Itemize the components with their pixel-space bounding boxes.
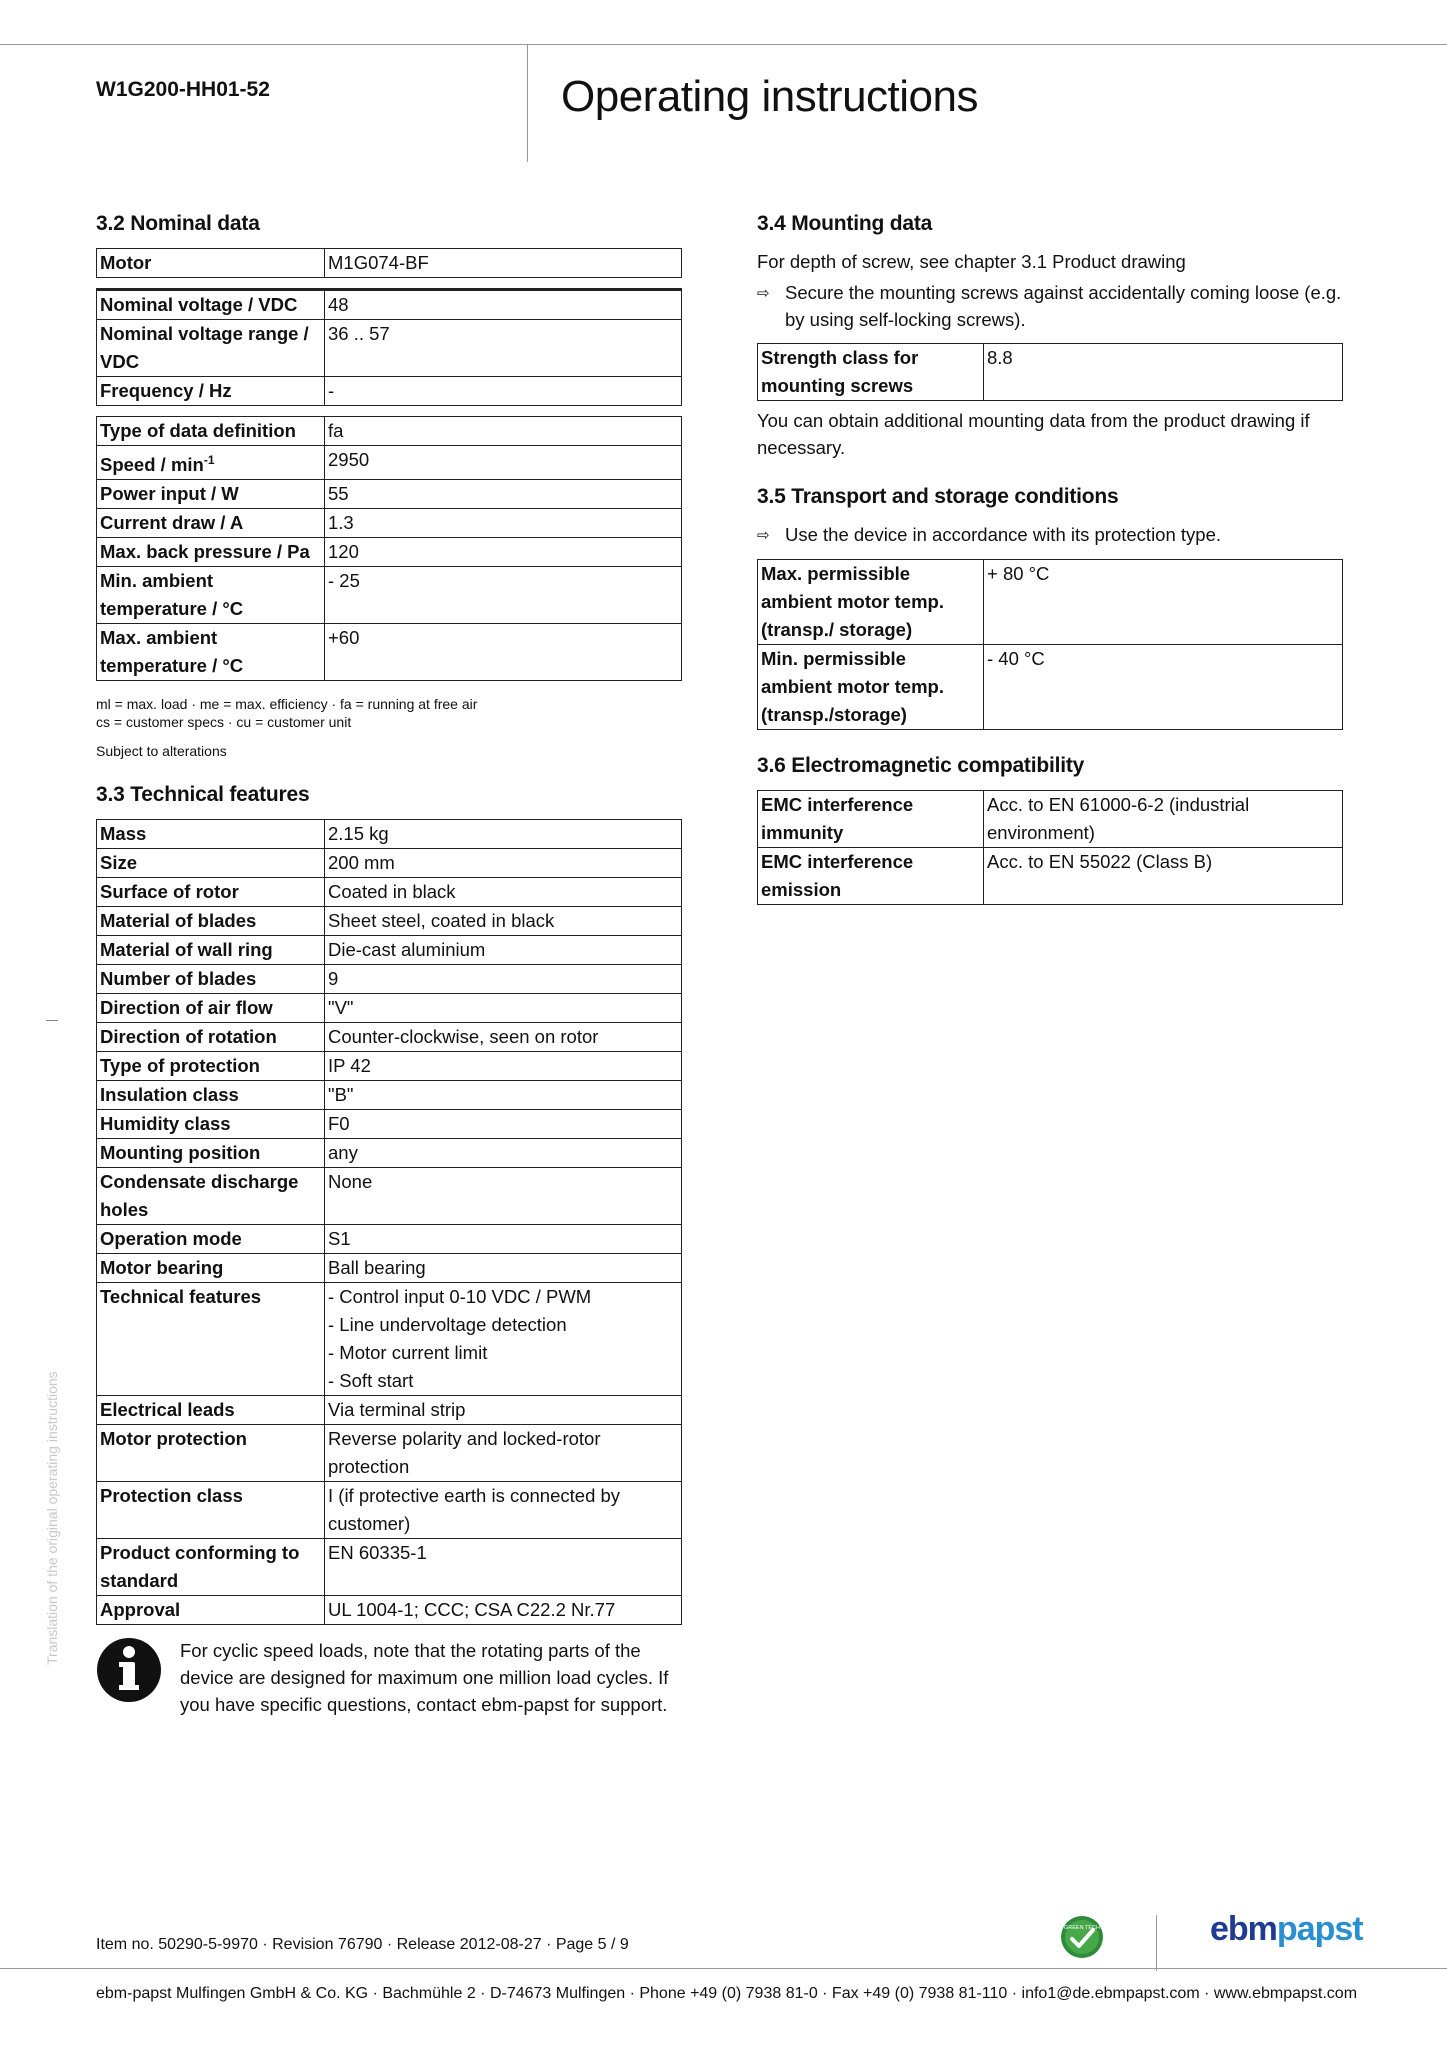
- legend-line-1: ml = max. load · me = max. efficiency · fa = running at free air: [96, 696, 478, 713]
- table-row: [758, 791, 1343, 848]
- row-value: +60: [325, 624, 682, 681]
- row-key: EMC interference emission: [758, 848, 984, 905]
- table-row: [758, 848, 1343, 905]
- mounting-data-heading: 3.4 Mounting data: [757, 212, 933, 235]
- row-key: Electrical leads: [97, 1396, 325, 1425]
- arrow-icon: ⇨: [757, 285, 770, 302]
- row-value: 2.15 kg: [325, 820, 682, 849]
- row-value: - Control input 0-10 VDC / PWM - Line undervoltage detection - Motor current limit - Soft start: [325, 1283, 682, 1396]
- legend: [96, 695, 684, 731]
- row-value: fa: [325, 417, 682, 446]
- motor-table: [96, 248, 682, 278]
- table-row: [97, 1596, 682, 1625]
- row-value: "B": [325, 1081, 682, 1110]
- row-key-superscript: -1: [203, 453, 215, 467]
- emc-heading: 3.6 Electromagnetic compatibility: [757, 754, 1085, 777]
- footer-rule: [0, 1968, 1447, 1969]
- margin-mark: [46, 1020, 58, 1021]
- row-key: Motor bearing: [97, 1254, 325, 1283]
- row-key: Nominal voltage range / VDC: [97, 320, 325, 377]
- row-key: Humidity class: [97, 1110, 325, 1139]
- row-key: Mass: [97, 820, 325, 849]
- table-row: [97, 1254, 682, 1283]
- row-key: Type of data definition: [97, 417, 325, 446]
- voltage-table: [96, 288, 682, 406]
- row-key-text: Speed / min: [100, 454, 204, 476]
- table-row: [97, 320, 682, 377]
- row-key: Insulation class: [97, 1081, 325, 1110]
- nominal-data-table: [96, 416, 682, 681]
- row-key: Protection class: [97, 1482, 325, 1539]
- row-value: S1: [325, 1225, 682, 1254]
- mounting-bullet: [757, 279, 1345, 333]
- row-value: Reverse polarity and locked-rotor protection: [325, 1425, 682, 1482]
- table-row: [97, 567, 682, 624]
- transport-bullet: [757, 521, 1345, 549]
- row-key: Max. back pressure / Pa: [97, 538, 325, 567]
- row-value: 1.3: [325, 509, 682, 538]
- table-row: [758, 645, 1343, 730]
- row-key: Type of protection: [97, 1052, 325, 1081]
- info-note: [96, 1637, 684, 1718]
- table-row: [97, 377, 682, 406]
- table-row: [97, 849, 682, 878]
- row-value: Coated in black: [325, 878, 682, 907]
- row-key: Size: [97, 849, 325, 878]
- row-value: None: [325, 1168, 682, 1225]
- model-number: W1G200-HH01-52: [96, 78, 270, 101]
- row-key: Direction of air flow: [97, 994, 325, 1023]
- technical-features-table: [96, 819, 682, 1625]
- table-row: [97, 994, 682, 1023]
- row-value: + 80 °C: [984, 560, 1343, 645]
- emc-table: [757, 790, 1343, 905]
- row-value: EN 60335-1: [325, 1539, 682, 1596]
- row-key: Mounting position: [97, 1139, 325, 1168]
- table-row: [97, 907, 682, 936]
- table-row: [97, 1023, 682, 1052]
- nominal-data-heading: 3.2 Nominal data: [96, 212, 260, 235]
- row-key: Nominal voltage / VDC: [97, 290, 325, 320]
- row-key: Power input / W: [97, 480, 325, 509]
- table-row: [97, 1539, 682, 1596]
- table-row: [97, 1482, 682, 1539]
- table-row: [97, 878, 682, 907]
- table-row: [758, 344, 1343, 401]
- table-row: [97, 1396, 682, 1425]
- row-key: Material of wall ring: [97, 936, 325, 965]
- row-key: Motor: [97, 249, 325, 278]
- header-divider: [527, 44, 528, 162]
- translation-note: Translation of the original operating instructions: [44, 1371, 60, 1665]
- row-value: UL 1004-1; CCC; CSA C22.2 Nr.77: [325, 1596, 682, 1625]
- table-row: [758, 560, 1343, 645]
- footer-item-info: Item no. 50290-5-9970 · Revision 76790 · Release 2012-08-27 · Page 5 / 9: [96, 1936, 629, 1953]
- row-value: 48: [325, 290, 682, 320]
- row-key: Max. ambient temperature / °C: [97, 624, 325, 681]
- row-key: Current draw / A: [97, 509, 325, 538]
- page-title: Operating instructions: [561, 72, 978, 121]
- row-value: Sheet steel, coated in black: [325, 907, 682, 936]
- row-key: Surface of rotor: [97, 878, 325, 907]
- table-row: [97, 1139, 682, 1168]
- table-row: [97, 1110, 682, 1139]
- ebmpapst-logo: ebmpapst: [1210, 1910, 1363, 1948]
- row-value: any: [325, 1139, 682, 1168]
- row-key: Direction of rotation: [97, 1023, 325, 1052]
- table-row: [97, 446, 682, 480]
- header-rule: [0, 44, 1447, 45]
- row-key: Material of blades: [97, 907, 325, 936]
- mounting-bullet-text: Secure the mounting screws against accidentally coming loose (e.g. by using self-locking screws).: [785, 282, 1342, 330]
- row-value: "V": [325, 994, 682, 1023]
- row-value: Acc. to EN 55022 (Class B): [984, 848, 1343, 905]
- row-key: Strength class for mounting screws: [758, 344, 984, 401]
- row-value: IP 42: [325, 1052, 682, 1081]
- row-key: [97, 446, 325, 480]
- row-value: 9: [325, 965, 682, 994]
- table-row: [97, 538, 682, 567]
- row-value: 200 mm: [325, 849, 682, 878]
- table-row: [97, 820, 682, 849]
- row-key: Technical features: [97, 1283, 325, 1396]
- row-key: EMC interference immunity: [758, 791, 984, 848]
- table-row: [97, 417, 682, 446]
- row-key: Operation mode: [97, 1225, 325, 1254]
- row-key: Frequency / Hz: [97, 377, 325, 406]
- table-row: [97, 480, 682, 509]
- row-key: Product conforming to standard: [97, 1539, 325, 1596]
- row-value: 36 .. 57: [325, 320, 682, 377]
- arrow-icon: ⇨: [757, 527, 770, 544]
- info-icon: [96, 1637, 180, 1718]
- row-value: - 25: [325, 567, 682, 624]
- row-key: Condensate discharge holes: [97, 1168, 325, 1225]
- right-column: [757, 212, 1345, 905]
- table-row: [97, 965, 682, 994]
- row-key: Approval: [97, 1596, 325, 1625]
- row-value: 8.8: [984, 344, 1343, 401]
- table-row: [97, 1283, 682, 1396]
- legend-line-2: cs = customer specs · cu = customer unit: [96, 714, 352, 731]
- mounting-outro: You can obtain additional mounting data from the product drawing if necessary.: [757, 410, 1310, 458]
- footer-address: ebm-papst Mulfingen GmbH & Co. KG · Bachmühle 2 · D-74673 Mulfingen · Phone +49 (0) 7938 81-0 · Fax +49 (0) 7938 81-110 · info1@de.ebmpapst.com · www.ebmpapst.com: [96, 1985, 1358, 2002]
- table-row: [97, 249, 682, 278]
- table-row: [97, 1425, 682, 1482]
- row-key: Number of blades: [97, 965, 325, 994]
- transport-table: [757, 559, 1343, 730]
- left-column: [96, 212, 684, 1718]
- table-row: [97, 290, 682, 320]
- info-note-text: For cyclic speed loads, note that the rotating parts of the device are designed for maximum one million load cycles. If you have specific questions, contact ebm-papst for support.: [180, 1640, 669, 1716]
- row-value: I (if protective earth is connected by customer): [325, 1482, 682, 1539]
- row-value: -: [325, 377, 682, 406]
- transport-bullet-text: Use the device in accordance with its protection type.: [785, 524, 1222, 545]
- row-value: Counter-clockwise, seen on rotor: [325, 1023, 682, 1052]
- row-value: Acc. to EN 61000-6-2 (industrial environment): [984, 791, 1343, 848]
- logo-divider: [1156, 1915, 1157, 1971]
- transport-heading: 3.5 Transport and storage conditions: [757, 485, 1119, 508]
- subject-to-alterations: Subject to alterations: [96, 743, 227, 760]
- row-value: Die-cast aluminium: [325, 936, 682, 965]
- table-row: [97, 509, 682, 538]
- row-value: M1G074-BF: [325, 249, 682, 278]
- table-row: [97, 1168, 682, 1225]
- mounting-intro: For depth of screw, see chapter 3.1 Product drawing: [757, 251, 1186, 272]
- table-row: [97, 1081, 682, 1110]
- row-key: Min. permissible ambient motor temp. (transp./storage): [758, 645, 984, 730]
- row-value: F0: [325, 1110, 682, 1139]
- row-value: - 40 °C: [984, 645, 1343, 730]
- row-key: Motor protection: [97, 1425, 325, 1482]
- row-key: Max. permissible ambient motor temp. (transp./ storage): [758, 560, 984, 645]
- mounting-table: [757, 343, 1343, 401]
- table-row: [97, 624, 682, 681]
- row-value: Ball bearing: [325, 1254, 682, 1283]
- row-key: Min. ambient temperature / °C: [97, 567, 325, 624]
- row-value: Via terminal strip: [325, 1396, 682, 1425]
- technical-features-heading: 3.3 Technical features: [96, 783, 310, 807]
- table-row: [97, 1052, 682, 1081]
- row-value: 120: [325, 538, 682, 567]
- table-row: [97, 936, 682, 965]
- green-tech-badge: [1060, 1915, 1104, 1964]
- row-value: 55: [325, 480, 682, 509]
- green-badge-text: GREEN TECH: [1064, 1925, 1100, 1931]
- row-value: 2950: [325, 446, 682, 480]
- table-row: [97, 1225, 682, 1254]
